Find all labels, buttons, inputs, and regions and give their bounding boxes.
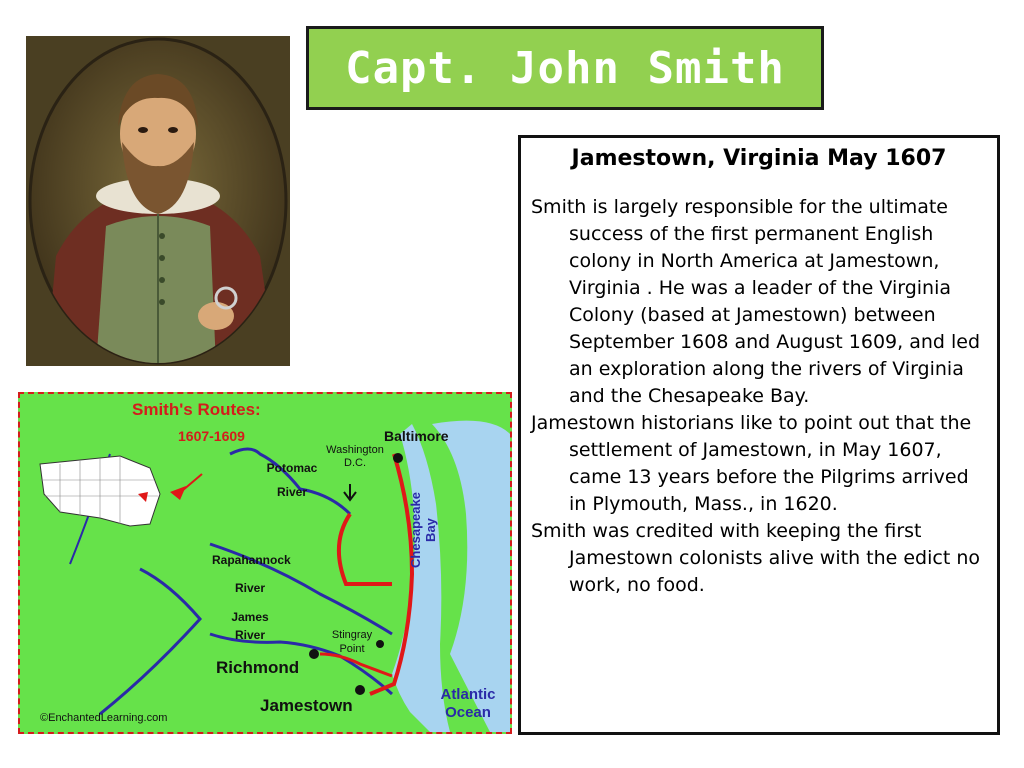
title-box [306,26,824,110]
paragraph-2: Jamestown historians like to point out that the settlement of Jamestown, in May 1607, came 13 years before the Pilgrims arrived in Plymouth, Mass., in 1620. [531,412,972,515]
richmond-dot [309,649,319,659]
label-james: James River [231,610,269,642]
label-stingray: Stingray Point [331,629,373,655]
page-title: Capt. John Smith [345,42,785,94]
map-years: 1607-1609 [178,428,245,444]
label-rapahannock: Rapahannock River [212,553,291,595]
map-copyright: ©EnchantedLearning.com [40,712,168,724]
route-potomac [339,514,392,584]
panel-heading: Jamestown, Virginia May 1607 [571,146,947,171]
text-panel [518,135,1000,735]
paragraph-1: Smith is largely responsible for the ultimate success of the first permanent English colony in North America at Jamestown, Virginia . He was a leader of the Virginia Colony (based at Jamestown) between September 1608 and August 1609, and led an exploration along the rivers of Virginia and the Chesapeake Bay. [531,196,981,407]
paragraph-3: Smith was credited with keeping the first Jamestown colonists alive with the edict no work, no food. [531,520,980,596]
inset-us-map [40,456,160,526]
label-chesapeake: Chesapeake Bay [408,492,438,568]
routes-map [18,392,512,734]
label-potomac: Potomac River [266,461,318,499]
label-jamestown: Jamestown [260,696,353,715]
label-richmond: Richmond [216,658,300,677]
label-atlantic: Atlantic Ocean [440,686,496,721]
portrait-image [26,36,290,366]
dc-arrow [344,484,356,500]
border-line [100,569,200,714]
map-title: Smith's Routes: [132,400,261,419]
label-baltimore: Baltimore [384,428,449,444]
jamestown-dot [355,685,365,695]
portrait-illustration [26,36,290,366]
pointer-head [170,486,186,500]
label-washington: Washington D.C. [326,444,384,469]
baltimore-dot [393,453,403,463]
